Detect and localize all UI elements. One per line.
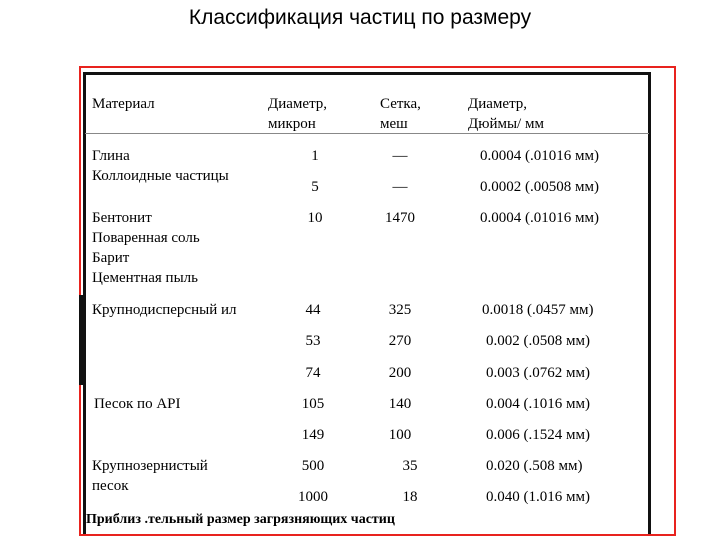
inch-value: 0.0004 (.01016 мм) (480, 210, 599, 226)
micron-value: 500 (301, 458, 325, 474)
header-mesh-line2: меш (380, 116, 408, 132)
material-label: песок (92, 478, 129, 494)
inch-value: 0.004 (.1016 мм) (486, 396, 590, 412)
header-material: Материал (92, 96, 155, 112)
mesh-value: 325 (388, 302, 412, 318)
material-label: Барит (92, 250, 130, 266)
material-label: Коллоидные частицы (92, 168, 229, 184)
mesh-value: — (392, 179, 408, 195)
inch-value: 0.0018 (.0457 мм) (482, 302, 594, 318)
header-diameter-micron-line2: микрон (268, 116, 316, 132)
micron-value: 44 (305, 302, 321, 318)
mesh-value: 18 (402, 489, 418, 505)
mesh-value: 100 (388, 427, 412, 443)
table-frame-stub (79, 295, 83, 385)
inch-value: 0.003 (.0762 мм) (486, 365, 590, 381)
micron-value: 1 (311, 148, 319, 164)
micron-value: 74 (305, 365, 321, 381)
mesh-value: 140 (388, 396, 412, 412)
material-label: Поваренная соль (92, 230, 200, 246)
material-label: Песок по API (94, 396, 181, 412)
header-diameter-inch-line2: Дюймы/ мм (468, 116, 544, 132)
inch-value: 0.0002 (.00508 мм) (480, 179, 599, 195)
micron-value: 149 (301, 427, 325, 443)
material-label: Крупнодисперсный ил (92, 302, 237, 318)
material-label: Крупнозернистый (92, 458, 208, 474)
material-label: Цементная пыль (92, 270, 198, 286)
inch-value: 0.002 (.0508 мм) (486, 333, 590, 349)
inch-value: 0.0004 (.01016 мм) (480, 148, 599, 164)
header-divider (85, 133, 649, 134)
material-label: Глина (92, 148, 130, 164)
mesh-value: 270 (388, 333, 412, 349)
micron-value: 10 (307, 210, 323, 226)
inch-value: 0.040 (1.016 мм) (486, 489, 590, 505)
micron-value: 105 (301, 396, 325, 412)
inch-value: 0.020 (.508 мм) (486, 458, 583, 474)
micron-value: 5 (311, 179, 319, 195)
material-label: Бентонит (92, 210, 152, 226)
mesh-value: 35 (402, 458, 418, 474)
header-diameter-inch-line1: Диаметр, (468, 96, 528, 112)
mesh-value: 1470 (385, 210, 415, 226)
micron-value: 1000 (298, 489, 328, 505)
header-mesh-line1: Сетка, (380, 96, 421, 112)
mesh-value: — (392, 148, 408, 164)
mesh-value: 200 (388, 365, 412, 381)
table-caption: Приблиз .тельный размер загрязняющих частиц (86, 512, 395, 527)
header-diameter-micron-line1: Диаметр, (268, 96, 328, 112)
micron-value: 53 (305, 333, 321, 349)
inch-value: 0.006 (.1524 мм) (486, 427, 590, 443)
page-title: Классификация частиц по размеру (188, 6, 532, 29)
